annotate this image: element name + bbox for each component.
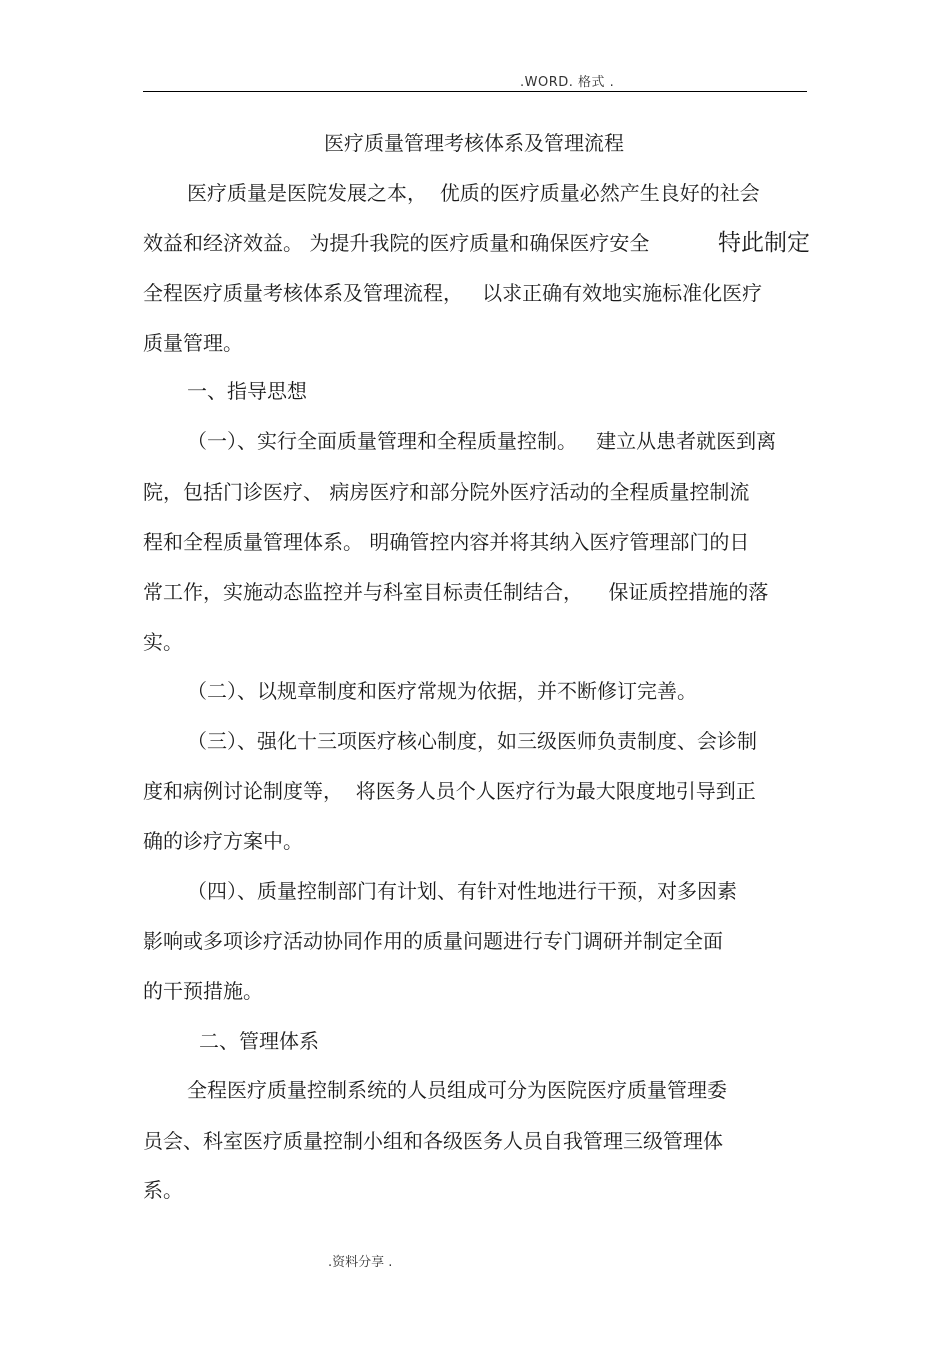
section-1-item-3-line-2: 度和病例讨论制度等， 将医务人员个人医疗行为最大限度地引导到正 [143, 779, 756, 803]
section-1-item-4-line-2: 影响或多项诊疗活动协同作用的质量问题进行专门调研并制定全面 [143, 929, 723, 953]
intro-line-1: 医疗质量是医院发展之本， 优质的医疗质量必然产生良好的社会 [187, 181, 760, 205]
intro-line-3: 全程医疗质量考核体系及管理流程， 以求正确有效地实施标准化医疗 [143, 281, 763, 305]
section-1-item-1-line-4: 常工作，实施动态监控并与科室目标责任制结合， 保证质控措施的落 [143, 580, 769, 604]
section-1-heading: 一、指导思想 [187, 379, 307, 403]
section-1-item-4-line-1: （四）、质量控制部门有计划、有针对性地进行干预，对多因素 [187, 879, 737, 903]
intro-line-2: 效益和经济效益。 为提升我院的医疗质量和确保医疗安全 [143, 231, 650, 255]
page-header: .WORD. 格式 . [520, 75, 615, 90]
section-1-item-3-line-3: 确的诊疗方案中。 [143, 829, 303, 853]
page-footer: .资料分享 . [328, 1255, 393, 1270]
section-1-item-4-line-3: 的干预措施。 [143, 979, 263, 1003]
header-divider [143, 91, 807, 92]
section-2-heading: 二、管理体系 [199, 1029, 319, 1053]
intro-line-4: 质量管理。 [143, 331, 243, 355]
section-1-item-1-line-5: 实。 [143, 630, 183, 654]
section-2-para-line-1: 全程医疗质量控制系统的人员组成可分为医院医疗质量管理委 [187, 1078, 727, 1102]
section-1-item-3-line-1: （三）、强化十三项医疗核心制度，如三级医师负责制度、会诊制 [187, 729, 757, 753]
section-1-item-2-line-1: （二）、以规章制度和医疗常规为依据，并不断修订完善。 [187, 679, 697, 703]
section-1-item-1-line-3: 程和全程质量管理体系。 明确管控内容并将其纳入医疗管理部门的日 [143, 530, 750, 554]
section-2-para-line-2: 员会、科室医疗质量控制小组和各级医务人员自我管理三级管理体 [143, 1129, 723, 1153]
section-1-item-1-line-2: 院，包括门诊医疗、 病房医疗和部分院外医疗活动的全程质量控制流 [143, 480, 750, 504]
section-2-para-line-3: 系。 [143, 1178, 183, 1202]
intro-line-2-large: 特此制定 [718, 230, 810, 256]
section-1-item-1-line-1: （一）、实行全面质量管理和全程质量控制。 建立从患者就医到离 [187, 429, 777, 453]
document-title: 医疗质量管理考核体系及管理流程 [324, 131, 624, 155]
